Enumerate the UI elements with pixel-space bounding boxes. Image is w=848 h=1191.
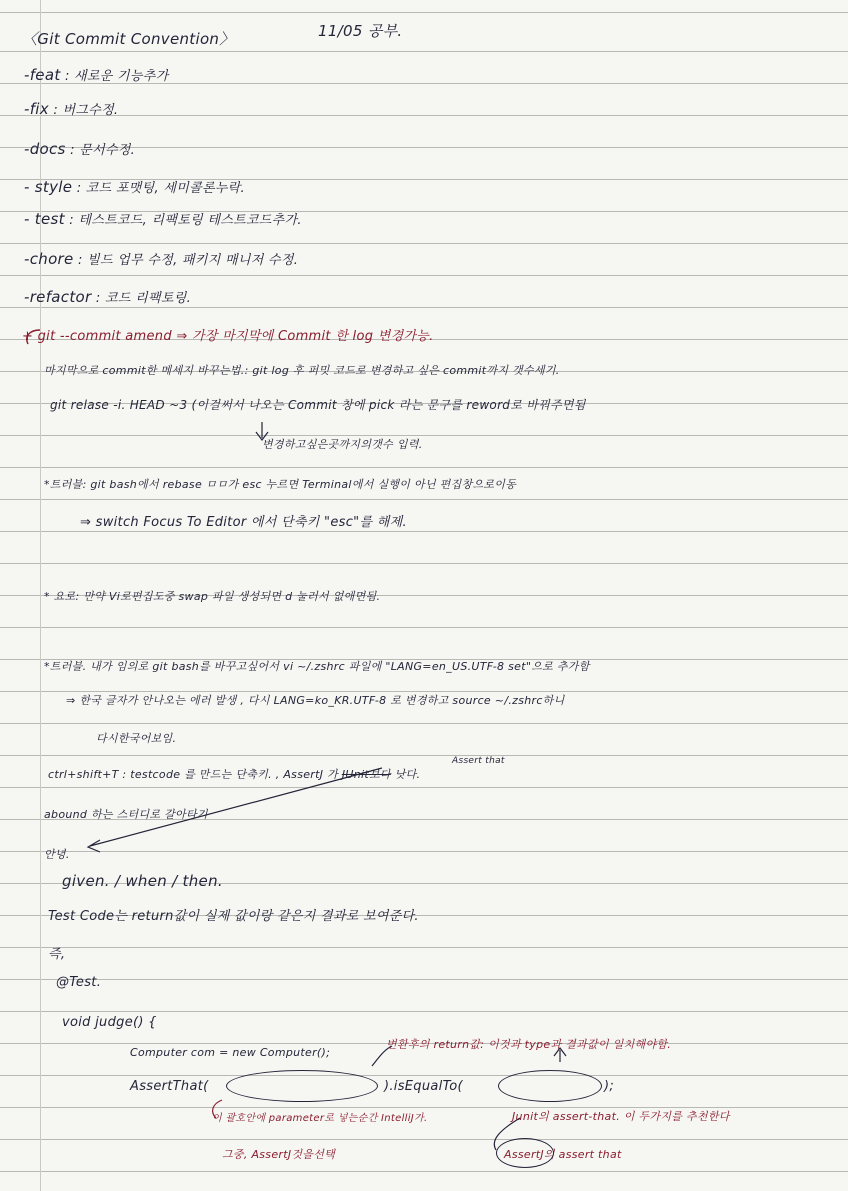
page-date: 11/05 공부. (318, 22, 403, 40)
trouble-fix-bash: ⇒ switch Focus To Editor 에서 단축키 "esc"를 해제. (80, 515, 407, 530)
convention-type: -refactor (24, 288, 92, 306)
convention-type: -docs (24, 140, 66, 158)
tip-swap: * 요로: 만약 Vi로편집도중 swap 파일 생성되면 d 눌러서 없애면됨. (44, 590, 381, 603)
convention-type: -chore (24, 250, 74, 268)
convention-desc: : 코드 리팩토링. (95, 291, 192, 306)
trouble-fix-lang: ⇒ 한국 글자가 안나오는 에러 발생 , 다시 LANG=ko_KR.UTF-8 로 변경하고 source ~/.zshrc하니 (66, 694, 565, 707)
amend-desc: ⇒ 가장 마지막에 Commit 한 log 변경가능. (176, 329, 434, 344)
page-title: 〈Git Commit Convention〉 (22, 30, 235, 48)
note-junit: Junit의 assert-that. 이 두가지를 추천한다 (512, 1110, 730, 1123)
trouble-result-lang: 다시한국어보임. (96, 732, 177, 745)
assert-options: AssertJ의 assert that (504, 1148, 622, 1161)
amend-count-note: 변경하고싶은곳까지의갯수 입력. (262, 438, 423, 451)
convention-desc: : 버그수정. (53, 103, 119, 118)
note-choose: 그중, AssertJ것을선택 (222, 1148, 336, 1161)
code-assert-end: ); (604, 1079, 615, 1094)
given-when-then: given. / when / then. (62, 872, 223, 890)
code-declaration: void judge() { (62, 1015, 157, 1030)
amend-rebase: git relase -i. HEAD ~3 (이걸써서 나오는 Commit 창에 pick 라는 문구를 reword로 바꿔주면됨 (50, 398, 586, 412)
convention-type: - style (24, 178, 73, 196)
amend-cmd: + git --commit amend (22, 329, 172, 344)
code-assert-mid: ).isEqualTo( (384, 1079, 463, 1094)
greeting-note: 안녕. (44, 848, 70, 861)
convention-desc: : 새로운 기능추가 (64, 69, 169, 84)
convention-desc: : 코드 포맷팅, 세미콜론누락. (76, 181, 245, 196)
code-line-computer: Computer com = new Computer(); (130, 1046, 331, 1059)
trouble-note-lang: *트러블. 내가 임의로 git bash를 바꾸고싶어서 vi ~/.zshrc 파일에 "LANG=en_US.UTF-8 set"으로 추가함 (44, 660, 590, 673)
note-param-intellij: 이 괄호안에 parameter로 넣는순간 IntelliJ가. (212, 1113, 428, 1124)
convention-type: -fix (24, 100, 49, 118)
trouble-note-bash: *트러블: git bash에서 rebase ㅁㅁ가 esc 누르면 Terminal에서 실행이 아닌 편집창으로이동 (44, 478, 517, 491)
shortcut-struck: JUnit보다 (341, 768, 391, 781)
note-return-value: 변환후의 return값: 이것과 type과 결과값이 일치해야함. (386, 1038, 672, 1051)
code-assert-start: AssertThat( (130, 1079, 209, 1094)
convention-desc: : 빌드 업무 수정, 패키지 매니저 수정. (77, 253, 299, 268)
convention-desc: : 문서수정. (70, 143, 136, 158)
convention-type: - test (24, 210, 65, 228)
example-label: 즉, (48, 947, 66, 962)
testcode-note: Test Code는 return값이 실제 값이랑 같은지 결과로 보여준다. (48, 909, 419, 924)
shortcut-correction: Assert that (452, 756, 505, 766)
convention-type: -feat (24, 66, 61, 84)
convention-desc: : 테스트코드, 리팩토링 테스트코드추가. (69, 213, 302, 228)
amend-note: 마지막으로 commit한 메세지 바꾸는법.: git log 후 퍼밋 코드로 변경하고 싶은 commit까지 갯수세기. (44, 364, 560, 377)
code-annotation: @Test. (56, 975, 102, 990)
shortcut-text: ctrl+shift+T : testcode 를 만드는 단축키. , AssertJ 가 (48, 768, 339, 781)
study-note: abound 하는 스터디로 갈아타기 (44, 808, 208, 821)
shortcut-after: 낫다. (390, 768, 421, 781)
